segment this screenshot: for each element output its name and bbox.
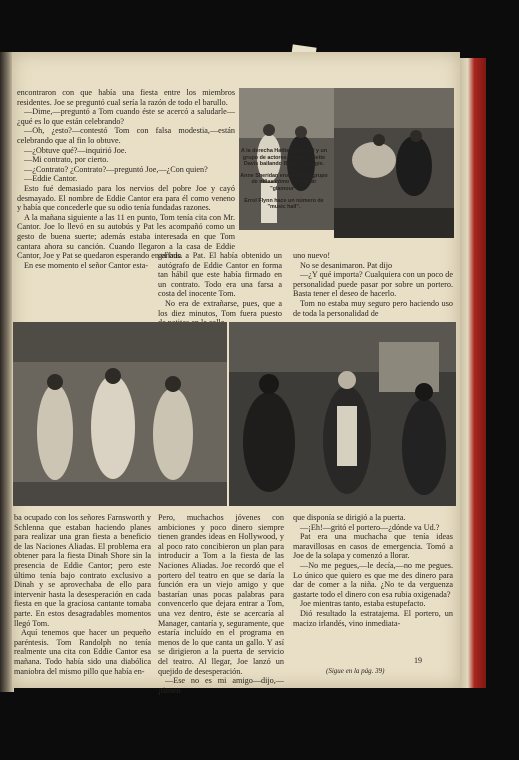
page-number: 19 [414, 656, 422, 665]
paragraph: —Ese no es mi amigo—dijo,—¡tienen [158, 676, 284, 695]
photo-middle-left [13, 322, 227, 506]
paragraph: Dió resultado la estratajema. El portero, un macizo irlandés, vino inmediata- [293, 608, 453, 628]
column-2-bottom-text [158, 513, 284, 695]
paragraph: uno nuevo! [293, 251, 331, 260]
paragraph: ba ocupado con los señores Farnsworth y Schlenna que estaban haciendo planes para realizar una gran fiesta a beneficio de las Naciones Aliadas. El problema era obtener para la fiesta Dinah Shore sin la presencia de Eddie Cantor; pero este último tenía bajo contrato exclusivo a Dinah y se aprovechaba de ello para intervenir hasta la desesperación en cada fiesta en que la graciosa cantante tomaba parte. En estos desagradables momentos llegó Tom. [14, 513, 151, 628]
paragraph: Tom no estaba muy seguro pero haciendo uso de toda la personalidad de [293, 298, 453, 318]
paragraph: En ese momento el señor Cantor esta- [24, 260, 149, 270]
paragraph: —Mi contrato, por cierto. [24, 155, 109, 165]
paragraph: —Dime,—preguntó a Tom cuando éste se acercó a saludarle—¿qué es lo que están celebrando? [17, 107, 235, 126]
paragraph: —No me pegues,—le decía,—no me pegues. Lo único que quiero es que me des dinero para dar de comer a la niña. ¿No te da verguenza gastarte todo el dinero con esa rubia oxigenada? [293, 560, 453, 599]
photo-captions [238, 148, 330, 216]
paragraph: —¿Y qué importa? Cualquiera con un poco de personalidad puede pasar por sobre un portero. Basta tener el deseo de hacerlo. [293, 270, 453, 299]
paragraph: Pero, muchachos jóvenes con ambiciones y poco dinero siempre tienen grandes ideas en Hollywood, y al poco rato concibieron un plan para introducir a Tom a la fiesta de las Naciones Aliadas. Joe recordó que el portero del teatro en que se daría la función era un viejo amigo y que bastarían unas pocas palabras para convencerlo que dejara entrar a Tom, una vez dentro, éste se acercaría al Manager, cantaría y, seguramente, que estaría incluído en el programa en menos de lo que canta un gallo. Y así se dirigieron a la puerta de servicio del teatro. Al llegar, Joe lanzó un quejido de desesperación. [158, 513, 284, 676]
paragraph: —¡Eh!—gritó el portero—¿dónde va Ud.? [300, 522, 440, 532]
column-3-bottom-text [293, 513, 453, 628]
photo-top-right [334, 88, 454, 238]
caption: Errol Flynn hace un número de "music hall". [244, 197, 324, 211]
continued-note: (Sigue en la pág. 39) [326, 667, 385, 675]
paragraph: —Eddie Cantor. [24, 174, 78, 184]
paragraph: que disponía se dirigió a la puerta. [293, 513, 406, 522]
paragraph: —¿Contrato? ¿Contrato?—preguntó Joe,—¿Con quien? [24, 164, 208, 174]
column-2-mid-text [158, 251, 282, 328]
caption: Anne Sheridan enseña a un grupo de niñas cómo conseguir "glamour". [240, 172, 328, 192]
paragraph: —¿Obtuve qué?—inquirió Joe. [24, 145, 127, 155]
paragraph: No se desanimaron. Pat dijo [300, 260, 393, 270]
paragraph: Esto fué demasiado para los nervios del pobre Joe y cayó desmayado. El nombre de Eddie Cantor era para él como veneno y había que concederle que su odio tenía fundadas razones. [17, 183, 235, 213]
paragraph: Joe mientras tanto, estaba estupefacto. [300, 599, 426, 609]
paragraph: Aquí tenemos que hacer un pequeño paréntesis. Tom Randolph no tenía realmente una cita con Eddie Cantor esa mañana. Todo había sido una diabólica maniobra del mismo pillo que había en- [14, 628, 151, 676]
book-spine [460, 58, 486, 688]
column-1-bottom-text [14, 513, 151, 676]
paragraph: encontraron con que había una fiesta entre los miembros residentes. Joe se preguntó cual sería la razón de todo el barullo. [17, 88, 235, 107]
column-1-top-text [17, 88, 235, 270]
paragraph: No era de extrañarse, pues, que a los diez minutos, Tom fuera puesto [158, 298, 282, 318]
paragraph: Pat era una muchacha que tenía ideas maravillosas en casos de emergencia. Tomó a Joe de la solapa y comenzó a llorar. [293, 532, 453, 561]
paragraph: —Oh, ¿esto?—contestó Tom con falsa modestia,—están celebrando que al fin lo obtuve. [17, 126, 235, 145]
column-3-mid-text [293, 251, 453, 318]
caption: A la derecha Hattie McDaniel y un grupo de actores de color. Bette Davis bailando Boogie Woogie. [240, 148, 328, 168]
paragraph: gañado a Pat. El había obtenido un autógrafo de Eddie Cantor en forma tan hábil que este había firmado en un contrato. Todo era una farsa a costa del inocente Tom. [158, 251, 282, 299]
paragraph: A la mañana siguiente a las 11 en punto, Tom tenía cita con Mr. Cantor. Joe lo llevó en su autobús y Pat les acompañó como un gesto de buena suerte; además estaba interesada en que Tom cantara ahora su canción. Cuando llegaron a la casa de Eddie Cantor, Joe y Pat se quedaron esperando en el bus. [17, 212, 235, 261]
photo-middle-right [229, 322, 456, 506]
